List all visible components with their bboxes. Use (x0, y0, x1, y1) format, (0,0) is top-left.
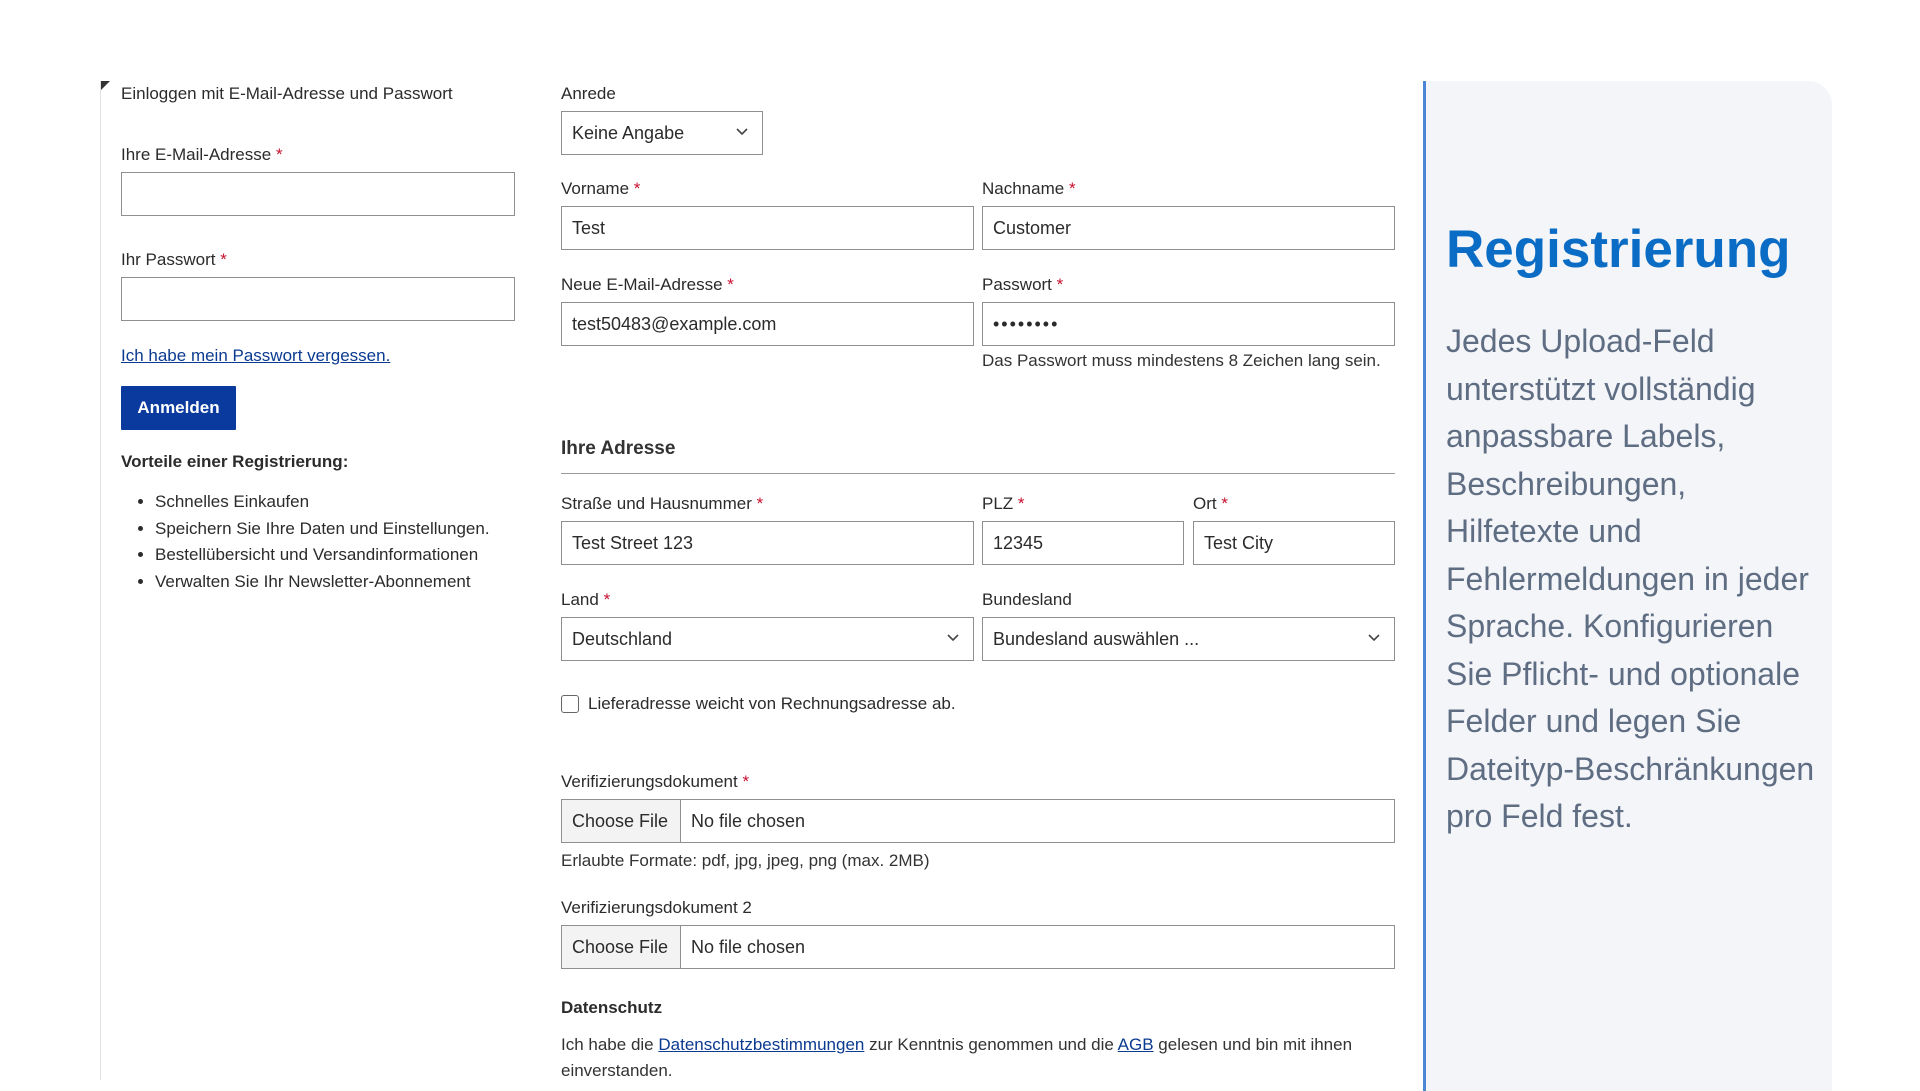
list-item: • Verwalten Sie Ihr Newsletter-Abonnement (155, 569, 520, 596)
login-password-label: Ihr Passwort * (121, 250, 227, 269)
info-panel (1423, 81, 1832, 1091)
file-status: No file chosen (691, 811, 806, 831)
country-label: Land * (561, 590, 611, 609)
doc1-label: Verifizierungsdokument * (561, 772, 750, 791)
list-item: • Bestellübersicht und Versandinformationen (155, 542, 520, 569)
login-heading: Einloggen mit E-Mail-Adresse und Passwort (121, 84, 453, 103)
lastname-input[interactable]: Customer (982, 206, 1395, 250)
zip-label: PLZ * (982, 494, 1025, 513)
benefits-title: Vorteile einer Registrierung: (121, 452, 349, 471)
country-select[interactable] (561, 617, 974, 661)
password-hint: Das Passwort muss mindestens 8 Zeichen lang sein. (982, 351, 1381, 370)
state-select[interactable] (982, 617, 1395, 661)
privacy-text: Ich habe die Datenschutzbestimmungen zur Kenntnis genommen und die AGB gelesen und bin mit ihnen einverstanden. (561, 1035, 1353, 1080)
shipping-checkbox-label: Lieferadresse weicht von Rechnungsadresse ab. (588, 694, 956, 713)
doc2-label: Verifizierungsdokument 2 (561, 898, 752, 917)
street-input[interactable]: Test Street 123 (561, 521, 974, 565)
doc1-file-input[interactable] (561, 799, 1395, 843)
firstname-label: Vorname * (561, 179, 641, 198)
forgot-password-link[interactable]: Ich habe mein Passwort vergessen. (121, 346, 391, 365)
list-item: • Schnelles Einkaufen (155, 489, 520, 516)
new-email-input[interactable]: test50483@example.com (561, 302, 974, 346)
info-panel-title: Registrierung (1446, 220, 1791, 279)
privacy-policy-link[interactable]: Datenschutzbestimmungen (658, 1035, 865, 1054)
chevron-down-icon (1368, 618, 1380, 642)
file-status: No file chosen (691, 937, 806, 957)
privacy-heading: Datenschutz (561, 998, 663, 1017)
login-password-input[interactable] (121, 277, 515, 321)
info-panel-text: Jedes Upload-Feld unterstützt vollständig anpassbare Labels, Beschreibungen, Hilfetexte und Fehlermeldungen in jeder Sprache. Konfigurieren Sie Pflicht- und optionale Felder und legen Sie Dateityp-Beschränkungen pro Feld fest. (1446, 323, 1815, 834)
address-divider (561, 473, 1395, 474)
zip-input[interactable]: 12345 (982, 521, 1184, 565)
doc2-file-input[interactable] (561, 925, 1395, 969)
chevron-down-icon (736, 112, 748, 136)
chevron-down-icon (947, 618, 959, 642)
salutation-value: Keine Angabe (572, 123, 685, 143)
doc1-hint: Erlaubte Formate: pdf, jpg, jpeg, png (max. 2MB) (561, 851, 930, 870)
address-heading: Ihre Adresse (561, 438, 676, 459)
city-input[interactable]: Test City (1193, 521, 1395, 565)
list-item: • Speichern Sie Ihre Daten und Einstellungen. (155, 516, 520, 543)
firstname-input[interactable]: Test (561, 206, 974, 250)
corner-mark (100, 81, 110, 91)
salutation-select[interactable] (561, 111, 763, 155)
login-email-label: Ihre E-Mail-Adresse * (121, 145, 283, 164)
state-value: Bundesland auswählen ... (993, 629, 1200, 649)
login-submit-button[interactable]: Anmelden (121, 386, 236, 430)
benefits-list (120, 489, 520, 595)
login-email-input[interactable] (121, 172, 515, 216)
choose-file-button[interactable]: Choose File (562, 926, 681, 968)
state-label: Bundesland (982, 590, 1072, 609)
salutation-label: Anrede (561, 84, 616, 103)
shipping-address-checkbox[interactable] (561, 695, 579, 713)
street-label: Straße und Hausnummer * (561, 494, 764, 513)
terms-link[interactable]: AGB (1117, 1035, 1154, 1054)
city-label: Ort * (1193, 494, 1228, 513)
lastname-label: Nachname * (982, 179, 1076, 198)
password-input[interactable]: •••••••• (982, 302, 1395, 346)
choose-file-button[interactable]: Choose File (562, 800, 681, 842)
left-column-border (100, 81, 101, 1080)
password-label: Passwort * (982, 275, 1064, 294)
country-value: Deutschland (572, 629, 673, 649)
new-email-label: Neue E-Mail-Adresse * (561, 275, 734, 294)
